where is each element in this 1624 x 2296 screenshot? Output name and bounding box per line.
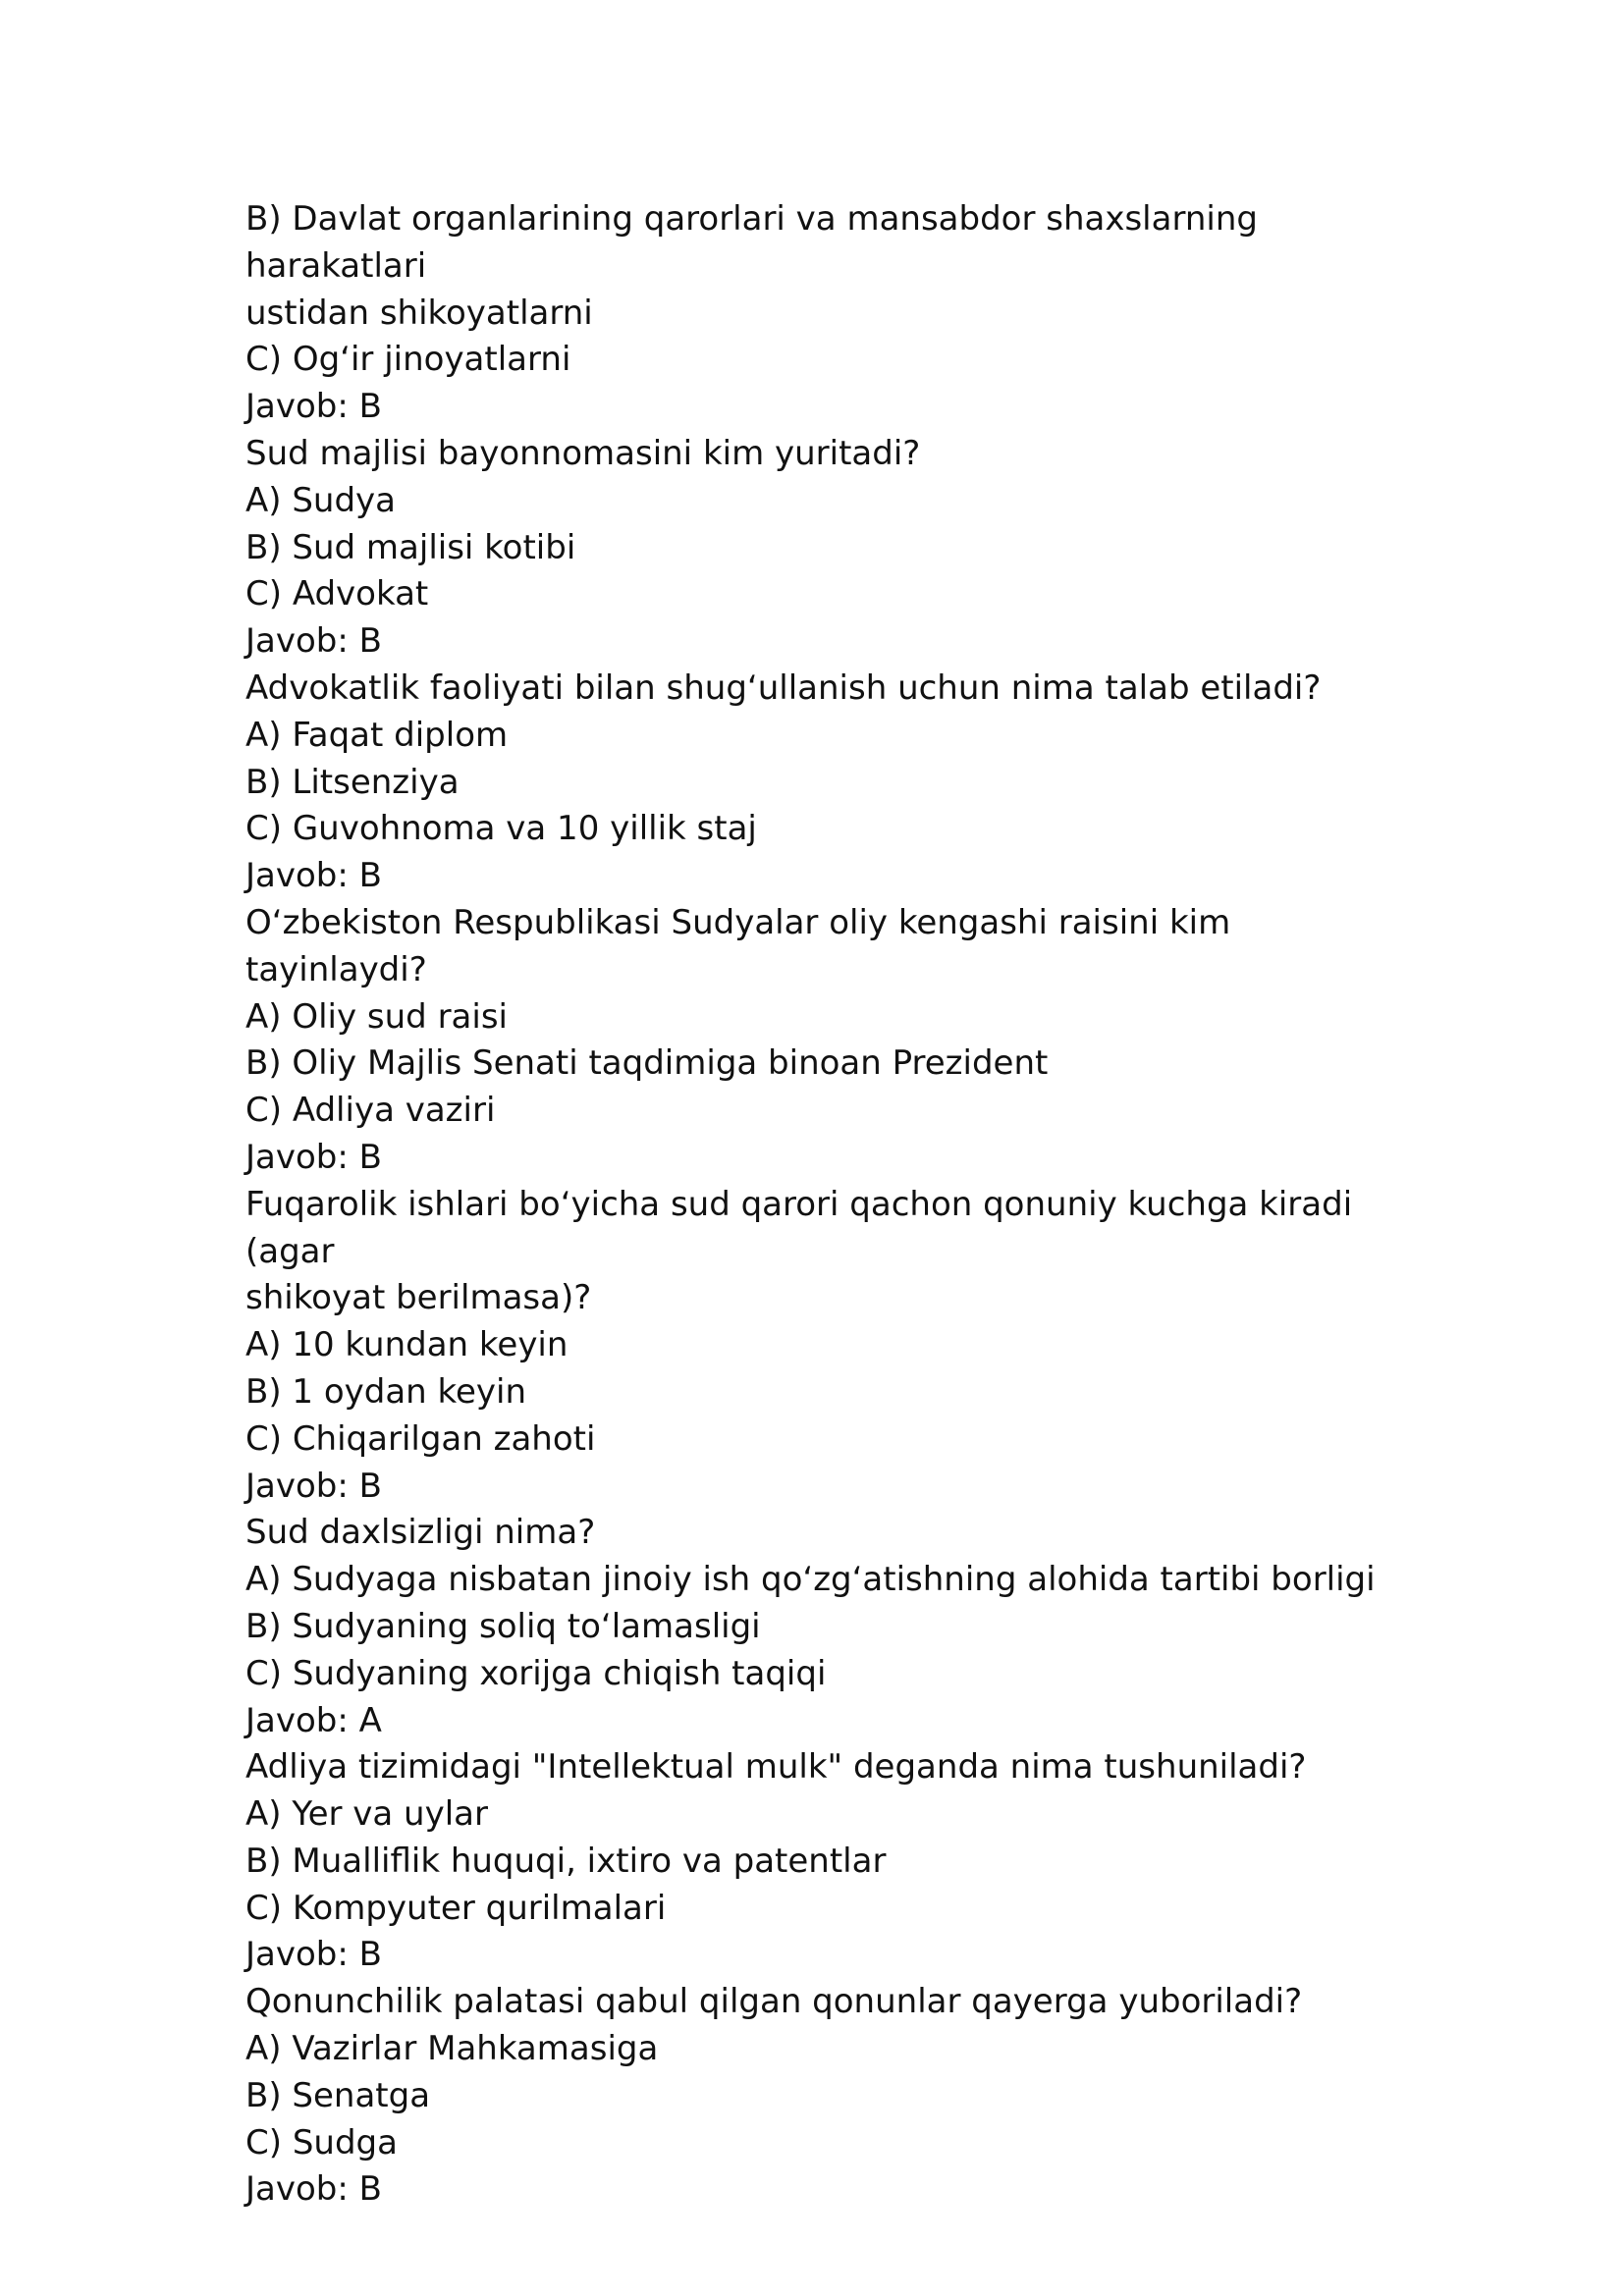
answer-option: C) Kompyuter qurilmalari (245, 1888, 667, 1928)
question-continuation: shikoyat berilmasa)? (245, 1278, 592, 1318)
answer-option: C) Advokat (245, 574, 429, 614)
answer-key: Javob: B (245, 1935, 382, 1975)
question: Sud majlisi bayonnomasini kim yuritadi? (245, 433, 921, 473)
answer-key: Javob: B (245, 1137, 382, 1177)
answer-option: B) Senatga (245, 2075, 431, 2115)
question: Oʻzbekiston Respublikasi Sudyalar oliy kengashi raisini kim tayinlaydi? (245, 902, 1242, 989)
answer-option: B) Sud majlisi kotibi (245, 527, 576, 567)
answer-option: C) Chiqarilgan zahoti (245, 1418, 596, 1459)
answer-option: B) Mualliflik huquqi, ixtiro va patentlar (245, 1841, 887, 1881)
answer-option: B) Litsenziya (245, 762, 460, 802)
answer-key: Javob: A (245, 1700, 382, 1740)
answer-key: Javob: B (245, 856, 382, 896)
question: Fuqarolik ishlari boʻyicha sud qarori qachon qonuniy kuchga kiradi (agar (245, 1184, 1363, 1271)
answer-option: C) Guvohnoma va 10 yillik staj (245, 809, 757, 849)
answer-option: C) Sudga (245, 2122, 398, 2163)
answer-key: Javob: B (245, 621, 382, 662)
answer-option: C) Ogʻir jinoyatlarni (245, 340, 571, 380)
answer-option: A) 10 kundan keyin (245, 1325, 568, 1365)
question: Advokatlik faoliyati bilan shugʻullanish uchun nima talab etiladi? (245, 667, 1322, 708)
answer-option: A) Faqat diplom (245, 715, 509, 755)
answer-option: A) Vazirlar Mahkamasiga (245, 2029, 659, 2069)
question: Sud daxlsizligi nima? (245, 1513, 596, 1553)
answer-option: A) Oliy sud raisi (245, 996, 508, 1037)
answer-option: B) Davlat organlarining qarorlari va mansabdor shaxslarning harakatlari (245, 199, 1269, 286)
answer-option-continuation: ustidan shikoyatlarni (245, 293, 593, 333)
answer-option: B) Oliy Majlis Senati taqdimiga binoan Prezident (245, 1043, 1049, 1084)
answer-option: A) Sudya (245, 480, 396, 520)
answer-option: C) Sudyaning xorijga chiqish taqiqi (245, 1653, 827, 1693)
answer-option: B) 1 oydan keyin (245, 1371, 527, 1412)
document-text (245, 196, 1384, 2214)
question: Adliya tizimidagi "Intellektual mulk" deganda nima tushuniladi? (245, 1747, 1307, 1788)
question: Qonunchilik palatasi qabul qilgan qonunlar qayerga yuboriladi? (245, 1982, 1303, 2022)
answer-key: Javob: B (245, 2169, 382, 2210)
answer-option: B) Sudyaning soliq toʻlamasligi (245, 1606, 761, 1646)
answer-option: A) Yer va uylar (245, 1794, 488, 1835)
answer-option: C) Adliya vaziri (245, 1091, 496, 1131)
answer-key: Javob: B (245, 387, 382, 427)
answer-option: A) Sudyaga nisbatan jinoiy ish qoʻzgʻatishning alohida tartibi borligi (245, 1560, 1376, 1600)
answer-key: Javob: B (245, 1466, 382, 1506)
